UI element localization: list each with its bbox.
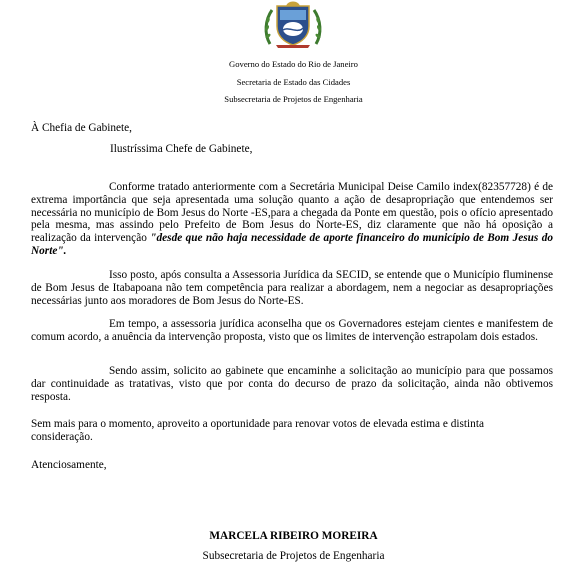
paragraph-1 [31, 181, 553, 258]
header-government: Governo do Estado do Rio de Janeiro [229, 59, 358, 69]
paragraph-2: Isso posto, após consulta a Assessoria Jurídica da SECID, se entende que o Município fluminense de Bom Jesus de Itabapoana não tem competência para realizar a abordagem, nem a negociar as desapropriações necessárias junto aos moradores de Bom Jesus do Norte-ES. [31, 269, 553, 307]
paragraph-1-emphasis: "desde que não haja necessidade de aporte financeiro do município de Bom Jesus do Norte". [31, 232, 553, 257]
header-subsecretariat: Subsecretaria de Projetos de Engenharia [224, 94, 363, 104]
letter-closing: Atenciosamente, [31, 459, 107, 471]
paragraph-1-text: Conforme tratado anteriormente com a Secretária Municipal Deise Camilo index(82357728) é de extrema importância que seja apresentada uma solução quanto a ação de desapropriação que entendemos ser necessária no município de Bom Jesus do Norte -ES,para a chegada da Ponte em questão, pois o ofício apresentado pela mesma, mas assindo pelo Prefeito de Bom Jesus do Norte-ES, diz claramente que não há oposição a realização da intervenção [31, 181, 553, 245]
paragraph-4: Sendo assim, solicito ao gabinete que encaminhe a solicitação ao município para que possamos dar continuidade as tratativas, visto que por conta do decurso de prazo da solicitação, ainda não obtivemos resposta. [31, 365, 553, 403]
signature-role: Subsecretaria de Projetos de Engenharia [202, 550, 385, 562]
paragraph-3: Em tempo, a assessoria jurídica aconselha que os Governadores estejam cientes e manifestem de comum acordo, a anuência da intervenção proposta, visto que os limites de intervenção estrapolam dois estados. [31, 318, 553, 343]
letter-salutation: À Chefia de Gabinete, [31, 122, 133, 134]
header-secretariat: Secretaria de Estado das Cidades [236, 77, 351, 87]
signature-name: MARCELA RIBEIRO MOREIRA [209, 530, 378, 542]
state-coat-of-arms-icon [262, 0, 324, 48]
paragraph-5: Sem mais para o momento, aproveito a oportunidade para renovar votos de elevada estima e distinta consideração. [31, 418, 484, 443]
letter-greeting: Ilustríssima Chefe de Gabinete, [110, 143, 253, 155]
